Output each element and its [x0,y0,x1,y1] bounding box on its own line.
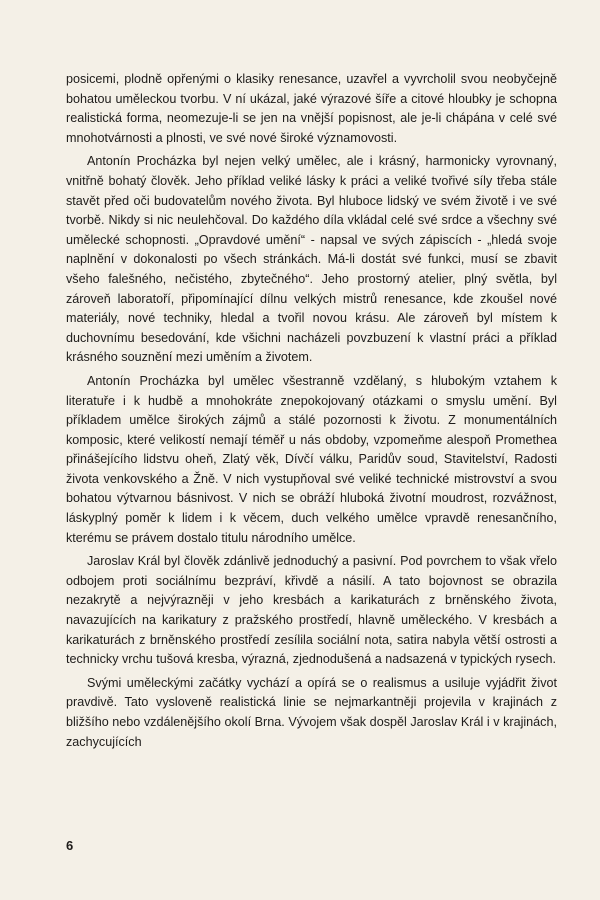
paragraph-continuation: posicemi, plodně opřenými o klasiky renesance, uzavřel a vyvrcholil svou neobyčejně bohatou uměleckou tvorbu. V ní ukázal, jaké výrazové šíře a citové hloubky je schopna realistická forma, neomezuje-li se jen na vnější popisnost, ale je-li chápána v celé své mnohotvárnosti a plnosti, ve své nové široké významovosti. [66,72,557,145]
paragraph-kral-character: Jaroslav Král byl člověk zdánlivě jednoduchý a pasivní. Pod povrchem to však vřelo odbojem proti sociálnímu bezpráví, křivdě a násilí. A tato bojovnost se obrazila nezakrytě a nejvýrazněji v jeho kresbách a karikaturách z brněnského života, navazujících na karikatury z pražského prostředí, hlavně uměleckého. V kresbách a karikaturách z brněnského prostředí zesílila sociální nota, satira nabyla větší ostrosti a technicky vrchu tušová kresba, výrazná, zjednodušená a nadsazená v typických rysech. [66,554,557,667]
paragraph-prochazka-education: Antonín Procházka byl umělec všestranně vzdělaný, s hlubokým vztahem k literatuře i k hudbě a mnohokráte znepokojovaný otázkami o smyslu umění. Byl příkladem umělce širokých zájmů a stálé pozornosti k životu. Z monumentálních komposic, které velikostí nemají téměř u nás obdoby, vzpomeňme alespoň Promethea přinášejícího lidstvu oheň, Zlatý věk, Dívčí válku, Paridův soud, Stavitelství, Radosti života venkovského a Žně. V nich vystupňoval své veliké technické mistrovství a svou bohatou výtvarnou básnivost. V nich se obráží hluboká životní moudrost, rozvážnost, láskyplný poměr k lidem i k věcem, duch velkého umělce vpravdě renesančního, kterému se právem dostalo titulu národního umělce. [66,373,557,545]
paragraph-kral-realism: Svými uměleckými začátky vychází a opírá se o realismus a usiluje vyjádřit život pravdivě. Tato vysloveně realistická linie se nejmarkantněji projevila v krajinách z bližšího nebo vzdálenějšího okolí Brna. Vývojem však dospěl Jaroslav Král i v krajinách, zachycujících [66,675,557,749]
body-text [66,70,557,756]
paragraph-prochazka-character: Antonín Procházka byl nejen velký umělec, ale i krásný, harmonicky vyrovnaný, vnitřně bohatý člověk. Jeho příklad veliké lásky k práci a veliké tvořivé síly třeba stále stavět před oči budovatelům nového života. Byl hluboce lidský ve svém životě i ve své tvorbě. Nikdy si nic neulehčoval. Do každého díla vkládal celé své srdce a všechny své umělecké schopnosti. „Opravdové umění“ - napsal ve svých zápiscích - „hledá svoje naplnění v dokonalosti po všech stránkách. Má-li dostát své funkci, musí se zbavit všeho falešného, nečistého, zbytečného“. Jeho prostorný atelier, plný světla, byl zároveň laboratoří, připomínající dílnu velkých mistrů renesance, kde zkoušel nové materiály, nové techniky, hledal a tvořil novou krásu. Ale zároveň byl místem k duchovnímu besedování, kde všichni nacházeli povzbuzení k vlastní práci a příklad krásného souznění mezi uměním a životem. [66,154,557,365]
page-number: 6 [66,838,74,853]
